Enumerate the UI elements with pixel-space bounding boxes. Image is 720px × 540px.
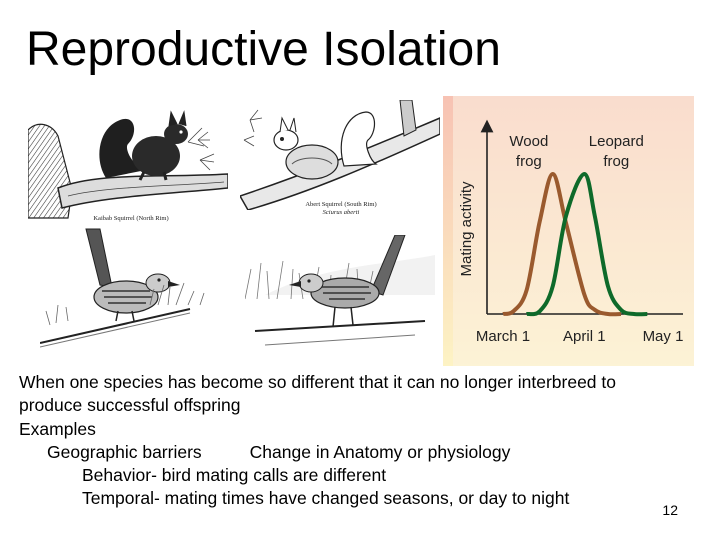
- x-tick-label: April 1: [563, 328, 606, 345]
- series-label: Leopard: [588, 133, 644, 150]
- mating-activity-chart: [443, 96, 694, 366]
- slide-number: 12: [662, 502, 678, 518]
- kaibab-caption: Kaibab Squirrel (North Rim): [93, 215, 169, 222]
- x-tick-labels: [476, 328, 684, 345]
- abert-caption-line2: Sciurus aberti: [322, 209, 360, 216]
- anatomy-physiology: Change in Anatomy or physiology: [249, 441, 511, 462]
- x-tick-label: May 1: [642, 328, 684, 345]
- temporal-example: Temporal- mating times have changed seasons, or day to night: [82, 488, 570, 509]
- y-axis-label: Mating activity: [458, 181, 475, 277]
- series-label: Wood: [509, 133, 549, 150]
- series-label: frog: [515, 153, 542, 170]
- abert-squirrel-drawing: [240, 100, 440, 210]
- examples-heading: Examples: [19, 418, 96, 439]
- geographic-barriers: Geographic barriers: [47, 441, 202, 462]
- wren-drawing-left: [40, 225, 220, 355]
- example-row: [19, 441, 709, 464]
- series-label: frog: [603, 153, 630, 170]
- definition-line-1: When one species has become so different that it can no longer interbreed to: [19, 372, 616, 392]
- x-tick-label: March 1: [475, 328, 531, 345]
- wren-drawing-right: [245, 235, 435, 360]
- chart-plot-card: [453, 96, 694, 366]
- kaibab-squirrel-drawing: [28, 100, 228, 228]
- definition-line-2: produce successful offspring: [19, 395, 241, 416]
- abert-caption-line1: Abert Squirrel (South Rim): [305, 201, 377, 208]
- abert-caption: [286, 201, 396, 217]
- behavior-example: Behavior- bird mating calls are different: [82, 465, 387, 486]
- body-text: [19, 371, 709, 511]
- slide-title: Reproductive Isolation: [26, 23, 501, 76]
